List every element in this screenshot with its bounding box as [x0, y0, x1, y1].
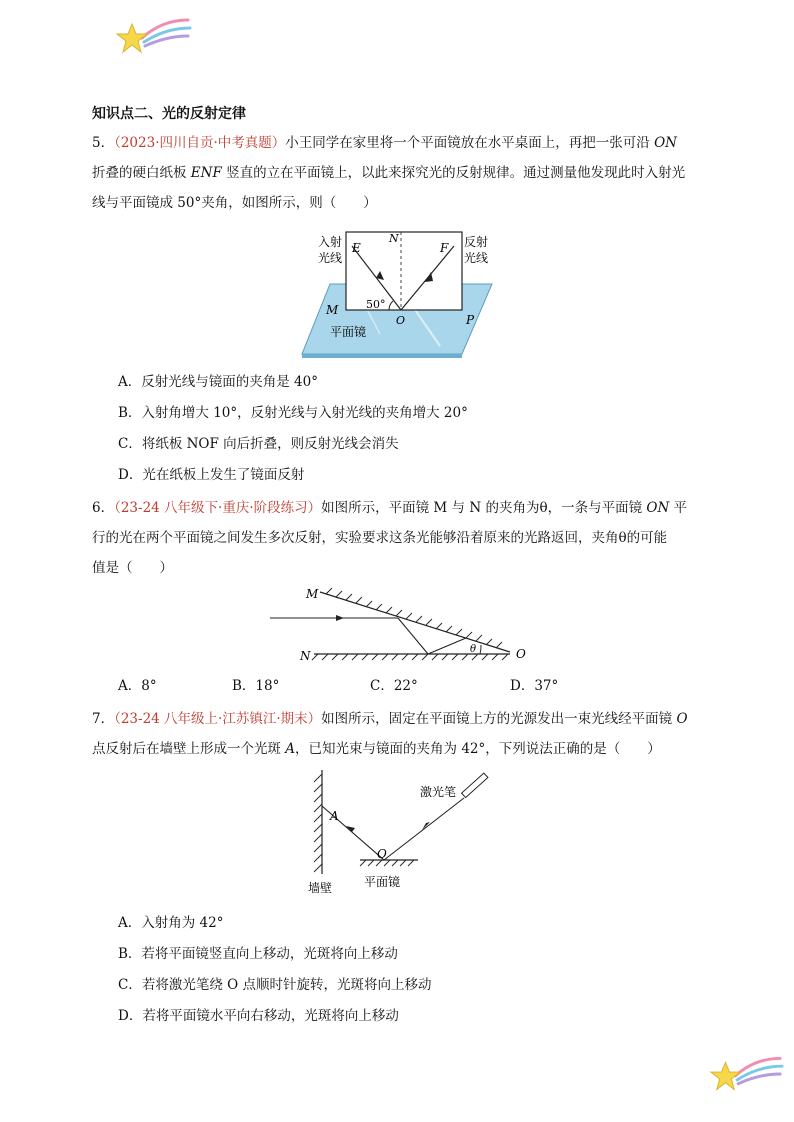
q5-option-d[interactable]: D．光在纸板上发生了镜面反射 — [118, 467, 305, 483]
q7-mirror-label: 平面镜 — [364, 875, 401, 889]
q6-label-n: N — [300, 649, 311, 663]
q6-label-o: O — [516, 647, 526, 661]
q7-option-a[interactable]: A．入射角为 42° — [118, 915, 224, 931]
q7-figure — [300, 766, 500, 898]
q7-option-d[interactable]: D．若将平面镜水平向右移动，光斑将向上移动 — [118, 1008, 399, 1024]
q6-option-d[interactable]: D．37° — [510, 678, 559, 694]
q6-label-theta: θ — [470, 644, 477, 655]
q5-incident-label-1: 入射 — [318, 235, 343, 249]
shooting-star-icon — [112, 14, 192, 62]
q7-wall-label: 墙壁 — [308, 881, 333, 895]
q5-source: （2023·四川自贡·中考真题） — [114, 135, 286, 151]
section-title: 知识点二、光的反射定律 — [92, 106, 246, 122]
shooting-star-icon — [706, 1050, 784, 1098]
q5-line-1: 5．（2023·四川自贡·中考真题）小王同学在家里将一个平面镜放在水平桌面上，再把一张可沿 ON — [92, 135, 677, 151]
q7-option-b[interactable]: B．若将平面镜竖直向上移动，光斑将向上移动 — [118, 946, 398, 962]
q5-label-n: N — [389, 232, 399, 245]
question-6 — [92, 493, 712, 583]
q6-label-m: M — [306, 587, 319, 601]
q5-incident-label-2: 光线 — [318, 251, 343, 265]
q5-reflect-label-2: 光线 — [464, 251, 489, 265]
q7-source: （23-24 八年级上·江苏镇江·期末） — [114, 711, 322, 727]
q5-mirror-label: 平面镜 — [330, 325, 367, 339]
q6-line-2: 行的光在两个平面镜之间发生多次反射，实验要求这条光能够沿着原来的光路返回，夹角θ的可能 — [92, 530, 668, 546]
q6-source: （23-24 八年级下·重庆·阶段练习） — [114, 500, 322, 516]
q5-line-2: 折叠的硬白纸板 ENF 竖直的立在平面镜上，以此来探究光的反射规律。通过测量他发现此时入射光 — [92, 165, 686, 181]
question-7 — [92, 704, 712, 764]
q5-label-f: F — [440, 241, 449, 255]
q6-line-1: 6．（23-24 八年级下·重庆·阶段练习）如图所示，平面镜 M 与 N 的夹角为θ，一条与平面镜 ON 平 — [92, 500, 688, 516]
q7-label-a: A — [330, 809, 339, 823]
q5-label-p: P — [466, 313, 475, 327]
q5-angle-label: 50° — [366, 298, 386, 311]
q7-label-o: O — [377, 847, 387, 861]
q6-option-a[interactable]: A．8° — [118, 678, 157, 694]
q5-label-o: O — [396, 314, 406, 327]
q5-line-3: 线与平面镜成 50°夹角，如图所示，则（ ） — [92, 195, 377, 211]
q7-line-2: 点反射后在墙壁上形成一个光斑 A，已知光束与镜面的夹角为 42°，下列说法正确的是（ ） — [92, 741, 661, 757]
q5-label-e: E — [352, 241, 361, 255]
q7-option-c[interactable]: C．若将激光笔绕 O 点顺时针旋转，光斑将向上移动 — [118, 977, 432, 993]
q5-option-c[interactable]: C．将纸板 NOF 向后折叠，则反射光线会消失 — [118, 436, 399, 452]
q7-laser-label: 激光笔 — [420, 785, 457, 799]
q5-label-m: M — [326, 303, 339, 317]
q6-option-b[interactable]: B．18° — [232, 678, 280, 694]
q6-figure — [266, 584, 536, 664]
q7-line-1: 7．（23-24 八年级上·江苏镇江·期末）如图所示，固定在平面镜上方的光源发出一束光线经平面镜 O — [92, 711, 688, 727]
q5-reflect-label-1: 反射 — [464, 235, 489, 249]
q5-option-a[interactable]: A．反射光线与镜面的夹角是 40° — [118, 374, 318, 390]
q6-line-3: 值是（ ） — [92, 560, 173, 576]
question-5 — [92, 128, 712, 218]
q5-figure — [300, 226, 500, 358]
q5-option-b[interactable]: B．入射角增大 10°，反射光线与入射光线的夹角增大 20° — [118, 405, 468, 421]
q6-option-c[interactable]: C．22° — [370, 678, 418, 694]
